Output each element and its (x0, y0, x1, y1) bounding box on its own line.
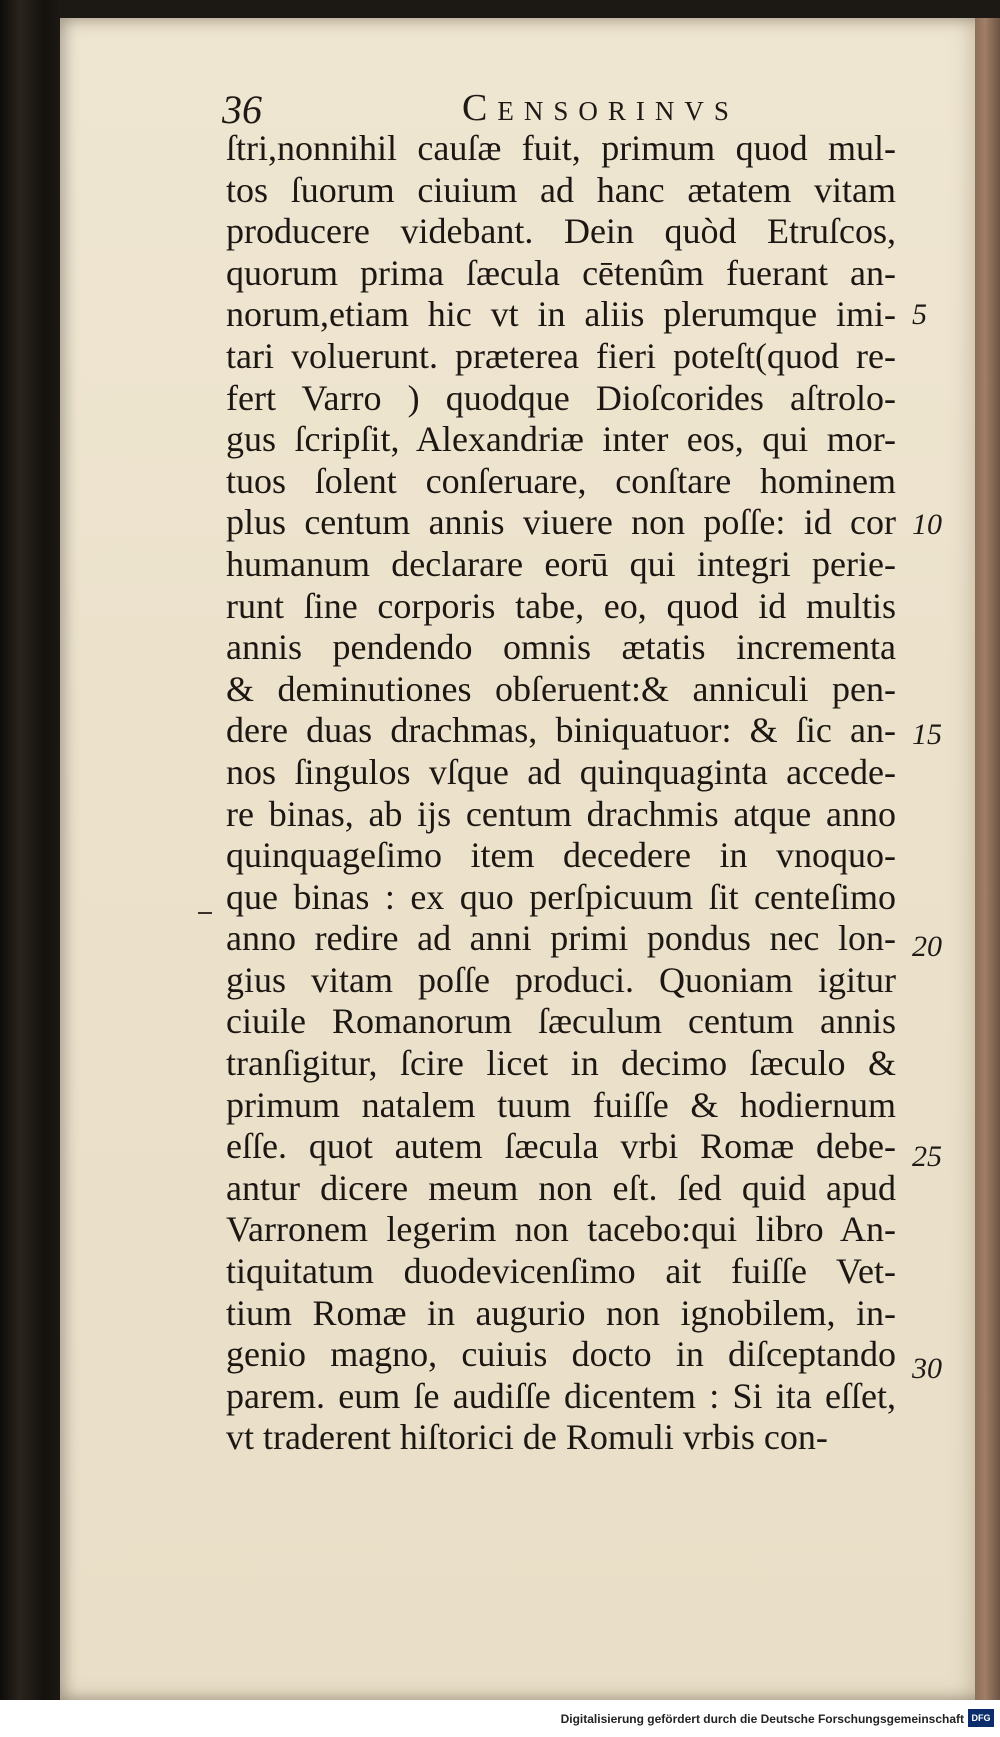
funding-credit: Digitalisierung gefördert durch die Deutsche Forschungsgemeinschaft (560, 1712, 964, 1726)
line-number-10: 10 (912, 508, 942, 541)
text-line: annis pendendo omnis ætatis incrementa (226, 627, 896, 668)
text-line: parem. eum ſe audiſſe dicentem : Si ita eſſet, (226, 1375, 896, 1416)
text-line: genio magno, cuiuis docto in diſceptando (226, 1334, 896, 1375)
text-line: tos ſuorum ciuium ad hanc ætatem vitam (226, 169, 896, 210)
line-number-5: 5 (912, 298, 927, 331)
page-number: 36 (222, 87, 262, 132)
text-line: quorum prima ſæcula cētenûm fuerant an- (226, 252, 896, 293)
text-line: vt traderent hiſtorici de Romuli vrbis con- (226, 1417, 828, 1458)
text-line: quinquageſimo item decedere in vnoquo- (226, 835, 896, 876)
text-line: norum,etiam hic vt in aliis plerumque imi- (226, 294, 896, 335)
text-line: gus ſcripſit, Alexandriæ inter eos, qui mor- (226, 419, 896, 460)
text-line: tari voluerunt. præterea fieri poteſt(quod re- (226, 335, 896, 376)
text-line: plus centum annis viuere non poſſe: id cor (226, 502, 896, 543)
line-number-20: 20 (912, 930, 942, 963)
text-line: fert Varro ) quodque Dioſcorides aſtrolo- (226, 377, 896, 418)
text-line: tranſigitur, ſcire licet in decimo ſæculo & (226, 1043, 896, 1084)
text-line: anno redire ad anni primi pondus nec lon- (226, 918, 896, 959)
text-line: primum natalem tuum fuiſſe & hodiernum (226, 1084, 896, 1125)
text-line: ſtri,nonnihil cauſæ fuit, primum quod mul- (226, 128, 896, 168)
text-line: & deminutiones obſeruent:& anniculi pen- (226, 668, 896, 709)
line-number-30: 30 (912, 1352, 942, 1385)
text-line: nos ſingulos vſque ad quinquaginta accede- (226, 751, 896, 792)
digitization-footer (0, 1700, 1000, 1737)
text-line: humanum declarare eorū qui integri perie- (226, 543, 896, 584)
text-line: Varronem legerim non tacebo:qui libro An- (226, 1209, 896, 1250)
margin-mark (198, 912, 212, 914)
text-line: runt ſine corporis tabe, eo, quod id multis (226, 585, 896, 626)
text-line: que binas : ex quo perſpicuum ſit centeſimo (226, 876, 896, 917)
text-line: producere videbant. Dein quòd Etruſcos, (226, 211, 896, 252)
text-line: antur dicere meum non eſt. ſed quid apud (226, 1167, 896, 1208)
text-line: ciuile Romanorum ſæculum centum annis (226, 1001, 896, 1042)
text-line: dere duas drachmas, biniquatuor: & ſic an- (226, 710, 896, 751)
line-number-25: 25 (912, 1140, 942, 1173)
text-block (226, 128, 896, 1459)
running-head: Censorinvs (462, 87, 739, 129)
text-line: tuos ſolent conſeruare, conſtare hominem (226, 460, 896, 501)
line-number-15: 15 (912, 718, 942, 751)
text-line: tiquitatum duodevicenſimo ait fuiſſe Vet- (226, 1251, 896, 1292)
text-line: re binas, ab ijs centum drachmis atque anno (226, 793, 896, 834)
text-line: gius vitam poſſe produci. Quoniam igitur (226, 959, 896, 1000)
dfg-logo-icon: DFG (968, 1709, 994, 1727)
text-line: tium Romæ in augurio non ignobilem, in- (226, 1292, 896, 1333)
page-edge (975, 18, 1000, 1700)
text-line: eſſe. quot autem ſæcula vrbi Romæ debe- (226, 1126, 896, 1167)
